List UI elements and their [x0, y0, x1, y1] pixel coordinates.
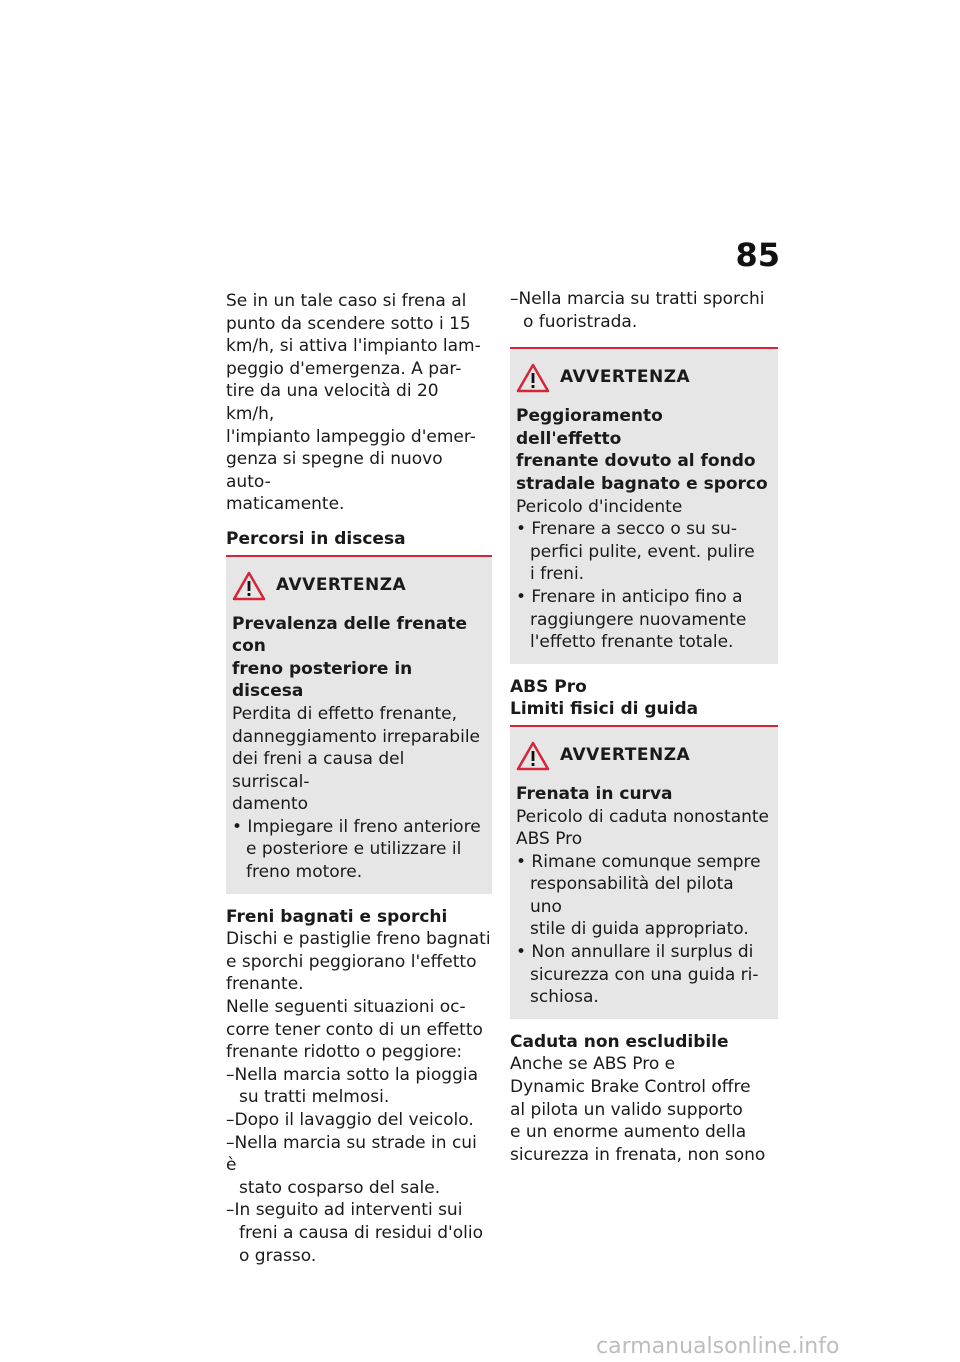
section-heading: Caduta non escludibile	[510, 1031, 729, 1052]
text-line: o grasso.	[239, 1245, 317, 1266]
warning-box	[510, 725, 778, 1019]
text-line: o fuoristrada.	[523, 311, 638, 332]
section-heading	[510, 676, 778, 721]
text-line: • Rimane comunque sempre	[516, 851, 761, 872]
text-line: • Frenare a secco o su su-	[516, 519, 737, 540]
text-line: responsabilità del pilota uno	[530, 874, 734, 917]
text-line: danneggiamento irreparabile	[232, 726, 481, 747]
dash-list	[226, 1064, 492, 1267]
warning-subtitle: Peggioramento dell'effetto	[516, 406, 663, 449]
bullet-item	[516, 586, 770, 654]
text-line: freno motore.	[246, 862, 363, 883]
section-heading: Freni bagnati e sporchi	[226, 906, 448, 927]
warning-subtitle: Prevalenza delle frenate con	[232, 613, 468, 657]
dash-item: –Nella marcia sotto la pioggia	[226, 1064, 479, 1085]
warning-subtitle: Frenata in curva	[516, 783, 673, 804]
heading-line: Limiti fisici di guida	[510, 699, 699, 720]
text-line: punto da scendere sotto i 15	[226, 313, 471, 334]
heading-line: ABS Pro	[510, 676, 587, 697]
text-line: maticamente.	[226, 494, 345, 515]
text-line: raggiungere nuovamente	[530, 609, 747, 630]
text-line: Anche se ABS Pro e	[510, 1054, 676, 1075]
right-column	[510, 288, 778, 1166]
text-line: ABS Pro	[516, 829, 583, 850]
text-line: Perdita di effetto frenante,	[232, 703, 458, 724]
left-column	[226, 290, 492, 1267]
dash-item: –Dopo il lavaggio del veicolo.	[226, 1110, 474, 1130]
page-number: 85	[735, 236, 780, 274]
text-line: freni a causa di residui d'olio	[239, 1222, 483, 1243]
text-line: al pilota un valido supporto	[510, 1099, 743, 1120]
text-line: damento	[232, 794, 309, 815]
watermark: carmanualsonline.info	[596, 1334, 840, 1359]
warning-title: AVVERTENZA	[560, 367, 691, 388]
warning-title: AVVERTENZA	[560, 744, 691, 765]
text-line: Nelle seguenti situazioni oc-	[226, 997, 466, 1018]
section-heading: Percorsi in discesa	[226, 528, 406, 549]
text-line: km/h, si attiva l'impianto lam-	[226, 336, 481, 357]
text-line: sicurezza in frenata, non sono	[510, 1144, 766, 1165]
text-line: Pericolo di caduta nonostante	[516, 806, 770, 827]
dash-item: –Nella marcia su tratti sporchi	[510, 289, 765, 309]
text-line: Pericolo d'incidente	[516, 496, 683, 517]
warning-subtitle: freno posteriore in discesa	[232, 658, 413, 702]
text-line: Dischi e pastiglie freno bagnati	[226, 929, 491, 950]
warning-triangle-icon	[232, 571, 266, 601]
dash-item: –In seguito ad interventi sui	[226, 1200, 463, 1221]
text-line: tire da una velocità di 20 km/h,	[226, 381, 439, 424]
paragraph	[510, 1053, 778, 1166]
dash-item: –Nella marcia su strade in cui è	[226, 1132, 477, 1176]
text-line: e sporchi peggiorano l'effetto	[226, 951, 477, 972]
text-line: Se in un tale caso si frena al	[226, 291, 467, 311]
warning-box	[510, 347, 778, 664]
intro-paragraph	[226, 290, 492, 516]
text-line: e posteriore e utilizzare il	[246, 839, 462, 860]
paragraph	[226, 928, 492, 1064]
text-line: • Non annullare il surplus di	[516, 942, 754, 963]
bullet-item	[516, 941, 770, 1009]
warning-subtitle: stradale bagnato e sporco	[516, 473, 768, 494]
text-line: frenante.	[226, 974, 304, 995]
warning-title: AVVERTENZA	[276, 574, 407, 595]
text-line: perfici pulite, event. pulire	[530, 541, 755, 562]
text-line: l'effetto frenante totale.	[530, 632, 734, 653]
text-line: i freni.	[530, 564, 585, 585]
text-line: • Impiegare il freno anteriore	[232, 816, 481, 837]
text-line: stato cosparso del sale.	[239, 1177, 441, 1198]
text-line: dei freni a causa del surriscal-	[232, 749, 405, 792]
bullet-item	[516, 518, 770, 586]
warning-triangle-icon	[516, 363, 550, 393]
warning-header	[516, 737, 770, 777]
text-line: stile di guida appropriato.	[530, 919, 749, 940]
text-line: frenante ridotto o peggiore:	[226, 1042, 463, 1063]
warning-subtitle: frenante dovuto al fondo	[516, 451, 756, 472]
text-line: sicurezza con una guida ri-	[530, 964, 759, 985]
text-line: schiosa.	[530, 987, 599, 1008]
bullet-item	[232, 816, 484, 884]
warning-header	[516, 359, 770, 399]
text-line: Dynamic Brake Control offre	[510, 1077, 751, 1098]
text-line: e un enorme aumento della	[510, 1122, 747, 1143]
warning-triangle-icon	[516, 741, 550, 771]
text-line: corre tener conto di un effetto	[226, 1019, 483, 1040]
warning-header	[232, 567, 484, 607]
dash-list	[510, 288, 778, 333]
text-line: • Frenare in anticipo fino a	[516, 586, 743, 607]
text-line: su tratti melmosi.	[239, 1087, 390, 1108]
bullet-item	[516, 851, 770, 941]
text-line: genza si spegne di nuovo auto-	[226, 449, 443, 492]
text-line: peggio d'emergenza. A par-	[226, 358, 462, 379]
text-line: l'impianto lampeggio d'emer-	[226, 426, 476, 447]
warning-box	[226, 555, 492, 894]
